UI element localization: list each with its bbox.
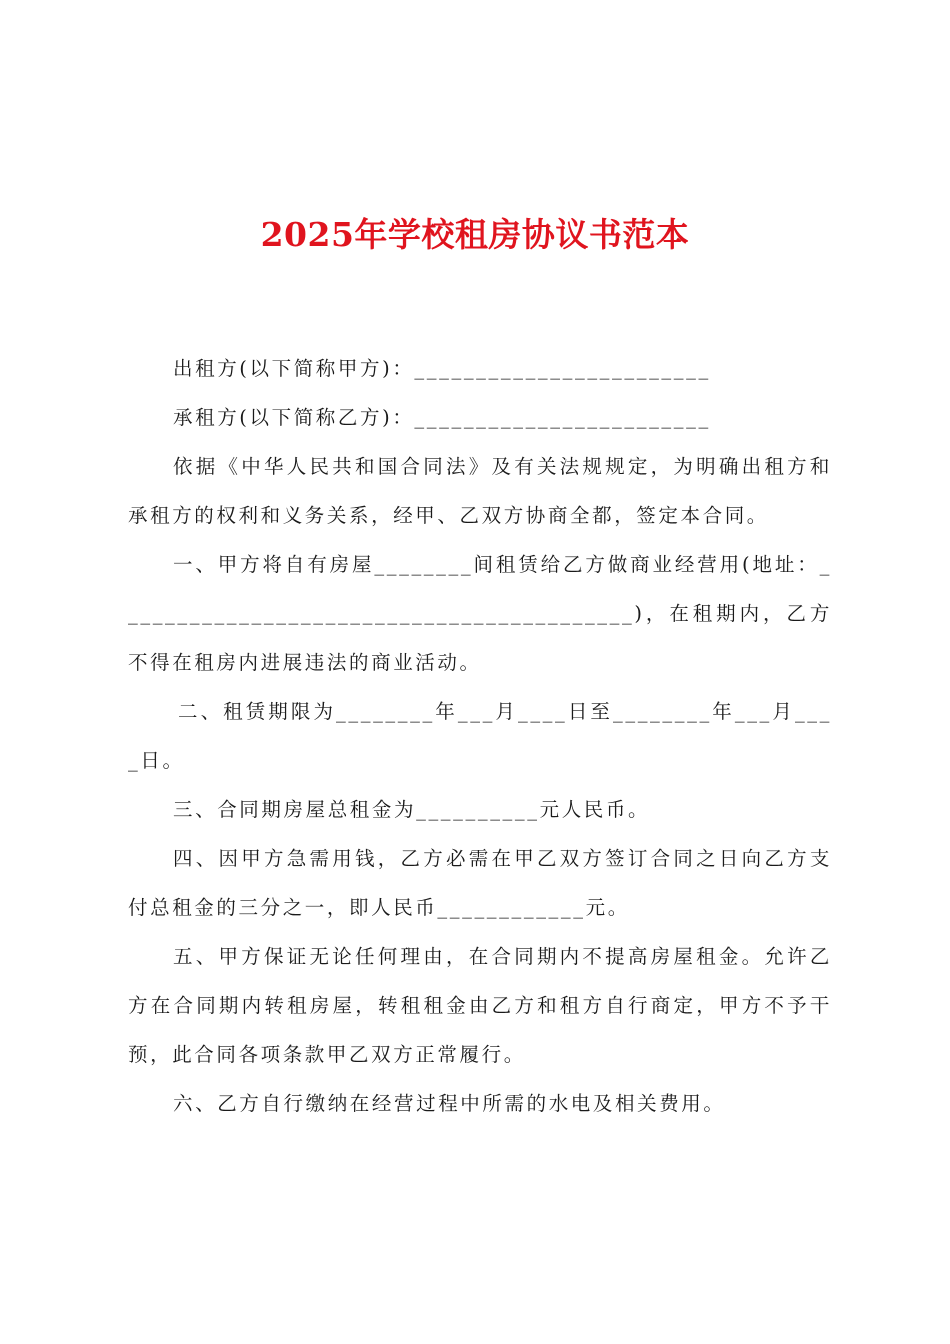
clause-5: 五、甲方保证无论任何理由，在合同期内不提高房屋租金。允许乙方在合同期内转租房屋，转租租金由乙方和租方自行商定，甲方不予干预，此合同各项条款甲乙双方正常履行。: [128, 945, 832, 1066]
clause-4: 四、因甲方急需用钱，乙方必需在甲乙双方签订合同之日向乙方支付总租金的三分之一，即人民币____________元。: [128, 847, 832, 919]
clause-6: 六、乙方自行缴纳在经营过程中所需的水电及相关费用。: [173, 1092, 726, 1115]
document-title: 2025年学校租房协议书范本: [260, 215, 690, 254]
clause-2: 二、租赁期限为________年___月____日至________年___月____日。: [128, 700, 832, 772]
lessee-line: 承租方(以下简称乙方)：________________________: [173, 406, 711, 429]
clause-1: 一、甲方将自有房屋________间租赁给乙方做商业经营用(地址：__________________________________________)，在租期内，乙方不得在租房内进展违法的商业活动。: [128, 553, 832, 674]
preamble-paragraph: 依据《中华人民共和国合同法》及有关法规规定，为明确出租方和承租方的权利和义务关系，经甲、乙双方协商全都，签定本合同。: [128, 455, 832, 527]
clause-3: 三、合同期房屋总租金为__________元人民币。: [173, 798, 651, 821]
document-body: [128, 344, 832, 1128]
lessor-line: 出租方(以下简称甲方)：________________________: [173, 357, 711, 380]
